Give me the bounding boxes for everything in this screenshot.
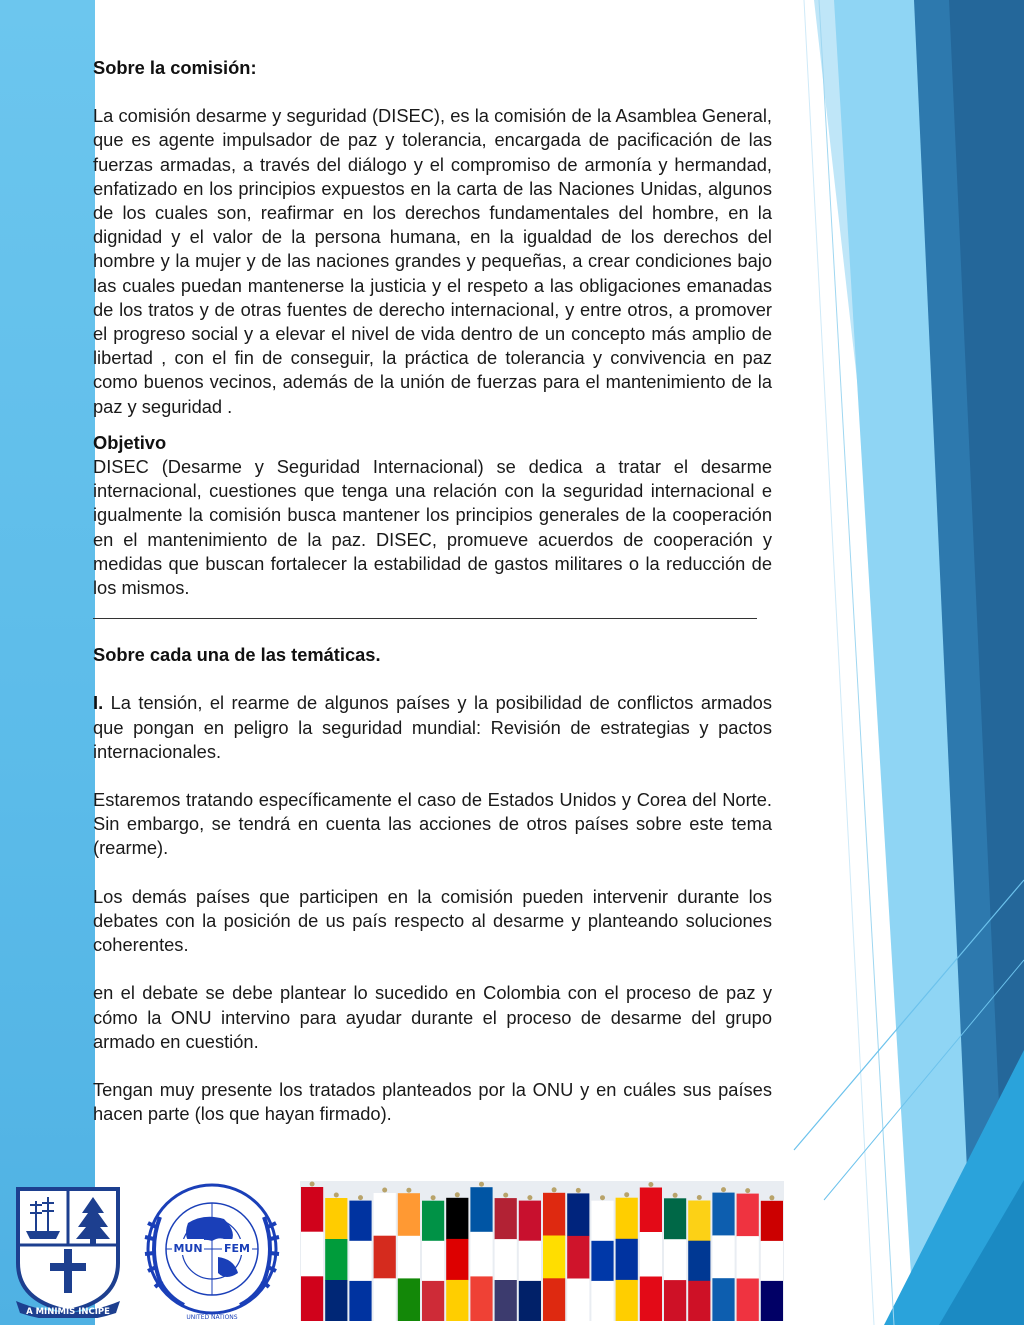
flag xyxy=(470,1182,492,1321)
flag xyxy=(567,1188,589,1321)
flag xyxy=(519,1195,541,1321)
flag xyxy=(325,1193,347,1322)
world-flags-image xyxy=(300,1181,784,1321)
section-divider xyxy=(93,604,757,619)
school-crest-logo xyxy=(12,1183,124,1318)
topic-number: I. xyxy=(93,692,104,714)
flag xyxy=(640,1182,662,1321)
paragraph-treaties: Tengan muy presente los tratados planteados por la ONU y en cuáles sus países hacen parte (los que hayan firmado). xyxy=(93,1078,772,1125)
mun-fem-logo xyxy=(138,1177,286,1325)
flag xyxy=(422,1195,444,1321)
flag xyxy=(374,1188,396,1322)
topic-item xyxy=(93,691,772,764)
flag xyxy=(591,1195,613,1321)
flag xyxy=(664,1193,686,1321)
topic-text: La tensión, el rearme de algunos países y la posibilidad de conflictos armados que pongan en peligro la seguridad mundial: Revisión de estrategias y pactos internacionales. xyxy=(93,692,772,762)
objective-paragraph: DISEC (Desarme y Seguridad Internacional) se dedica a tratar el desarme internacional, cuestiones que tenga una relación con la seguridad internacional e igualmente la comisión busca mantener los principios generales de la cooperación en el mantenimiento de la paz. DISEC, promueve acuerdos de cooperación y medidas que buscan fortalecer la estabilidad de gastos militares o la reducción de los mismos. xyxy=(93,456,772,599)
flag xyxy=(737,1188,759,1321)
fem-text: FEM xyxy=(224,1242,250,1255)
left-accent-bar xyxy=(0,0,95,1325)
right-decoration xyxy=(764,0,1024,1325)
flag xyxy=(446,1192,468,1321)
flag xyxy=(761,1195,783,1321)
flag xyxy=(301,1182,323,1322)
document-body xyxy=(93,56,772,1126)
about-heading: Sobre la comisión: xyxy=(93,57,257,78)
topics-heading: Sobre cada una de las temáticas. xyxy=(93,644,381,666)
mun-text: MUN xyxy=(173,1242,203,1255)
objective-heading: Objetivo xyxy=(93,431,167,453)
paragraph-colombia: en el debate se debe plantear lo sucedido en Colombia con el proceso de paz y cómo la ONU intervino para ayudar durante el proceso de desarme del grupo armado en cuestión. xyxy=(93,982,772,1052)
flag xyxy=(616,1192,638,1321)
paragraph-participation: Los demás países que participen en la comisión pueden intervenir durante los debates con la posición de us país respecto al desarme y planteando soluciones coherentes. xyxy=(93,885,772,956)
school-motto-text: A MINIMIS INCIPE xyxy=(26,1307,110,1317)
flag xyxy=(712,1187,734,1321)
flag xyxy=(495,1193,517,1321)
flag xyxy=(398,1188,420,1321)
united-nations-text: UNITED NATIONS xyxy=(186,1314,238,1321)
paragraph-countries: Estaremos tratando específicamente el caso de Estados Unidos y Corea del Norte. Sin embargo, se tendrá en cuenta las acciones de otros países sobre este tema (rearme). xyxy=(93,789,772,859)
flag xyxy=(543,1187,565,1321)
flag xyxy=(688,1195,710,1321)
about-paragraph: La comisión desarme y seguridad (DISEC), es la comisión de la Asamblea General, que es agente impulsador de paz y tolerancia, encargada de pacificación de las fuerzas armadas, a través del diálogo y el compromiso de armonía y hermandad, enfatizado en los principios expuestos en la carta de las Naciones Unidas, algunos de los cuales son, reafirmar en los derechos fundamentales del hombre, en la dignidad y el valor de la persona humana, en la igualdad de los derechos del hombre y la mujer y de las naciones grandes y pequeñas, a crear condiciones bajo las cuales puedan mantenerse la justicia y el respeto a las obligaciones emanadas de los tratos y de otras fuentes de derecho internacional, y entre otros, a promover el progreso social y a elevar el nivel de vida dentro de un concepto más amplio de libertad , con el fin de conseguir, la práctica de tolerancia y convivencia en paz como buenos vecinos, además de la unión de fuerzas para el mantenimiento de la paz y seguridad . xyxy=(93,105,772,417)
footer-logos xyxy=(0,1175,790,1325)
flag xyxy=(349,1195,371,1321)
